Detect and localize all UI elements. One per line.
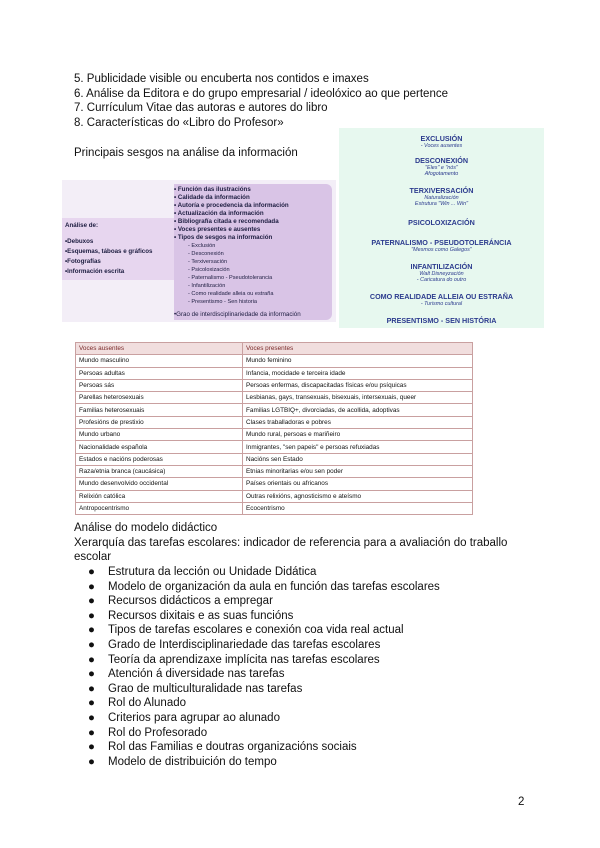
present-voice-cell: Clases traballadoras e pobres: [243, 416, 473, 428]
absent-voice-cell: Parellas heterosexuais: [76, 392, 243, 404]
present-voice-cell: Mundo feminino: [243, 355, 473, 367]
xerarquia-line-2: escolar: [74, 551, 112, 563]
list-item-text: Modelo de organización da aula en función das tarefas escolares: [108, 580, 440, 593]
absent-voice-cell: Raza/etnia branca (caucásica): [76, 465, 243, 477]
list-item-text: Rol do Alunado: [108, 697, 187, 710]
diagram-right-item: - Infantilización: [188, 283, 226, 289]
top-line-8: 8. Características do «Libro do Profesor»: [74, 117, 284, 129]
list-item: [88, 623, 404, 637]
present-voice-cell: Nacións sen Estado: [243, 453, 473, 465]
bias-heading: PSICOLOXIZACIÓN: [408, 218, 475, 227]
bullet-dot: ●: [88, 712, 95, 724]
list-item-text: Tipos de tarefas escolares e conexión coa vida real actual: [108, 624, 404, 637]
absent-voice-cell: Profesións de prestixio: [76, 416, 243, 428]
bias-subtext: - Voces ausentes: [420, 143, 463, 149]
present-voice-cell: Familias LGTBIQ+, divorciadas, de acollida, adoptivas: [243, 404, 473, 416]
present-voice-cell: Voces presentes: [243, 343, 473, 355]
bias-heading: DESCONEXIÓN: [414, 156, 469, 165]
diagram-right-item: - Como realidade alleia ou estraña: [188, 291, 274, 297]
list-item: [88, 726, 207, 740]
table-row: [76, 453, 473, 465]
list-item-text: Grao de multiculturalidade nas tarefas: [108, 682, 303, 695]
sesgos-heading: Principais sesgos na análise da información: [74, 147, 298, 159]
diagram-left-item: •Información escrita: [65, 268, 125, 275]
list-item: [88, 638, 380, 652]
list-item-text: Recursos didácticos a empregar: [108, 595, 273, 608]
voices-table: [75, 342, 473, 515]
present-voice-cell: Mundo rural, persoas e mariñeiro: [243, 429, 473, 441]
diagram-right-item: - Desconexión: [188, 251, 224, 257]
bias-heading: COMO REALIDADE ALLEIA OU ESTRAÑA: [369, 292, 514, 301]
top-line-5: 5. Publicidade visible ou encuberta nos contidos e imaxes: [74, 73, 369, 85]
table-row: [76, 404, 473, 416]
list-item: [88, 755, 277, 769]
bullet-dot: ●: [88, 580, 95, 593]
absent-voice-cell: Estados e nacións poderosas: [76, 453, 243, 465]
list-item-text: Atención á diversidade nas tarefas: [108, 668, 285, 681]
list-item: [88, 565, 316, 579]
bias-heading: TERXIVERSACIÓN: [409, 186, 474, 195]
table-row: [76, 441, 473, 453]
bias-subtext: Walt Disneyzación: [419, 271, 464, 277]
table-row: [76, 367, 473, 379]
list-item-text: Rol das Familias e doutras organizacións sociais: [108, 741, 357, 754]
list-item: [88, 609, 293, 623]
bias-subtext: Naturalización: [424, 195, 459, 201]
list-item: [88, 667, 284, 681]
absent-voice-cell: Familias heterosexuais: [76, 404, 243, 416]
diagram-right-item: • Actualización da información: [174, 210, 264, 217]
absent-voice-cell: Relixión católica: [76, 490, 243, 502]
analysis-diagram: [62, 180, 336, 322]
bias-subtext: "Eles" e "nós": [425, 165, 458, 171]
table-row: [76, 379, 473, 391]
list-item-text: Modelo de distribuición do tempo: [108, 755, 277, 768]
present-voice-cell: Inmigrantes, "sen papeis" e persoas refuxiadas: [243, 441, 473, 453]
bullet-dot: ●: [88, 624, 95, 637]
bias-heading: EXCLUSIÓN: [420, 134, 463, 143]
present-voice-cell: Persoas enfermas, discapacitadas físicas e/ou psíquicas: [243, 379, 473, 391]
bullet-dot: ●: [88, 566, 95, 578]
bullet-dot: ●: [88, 609, 95, 622]
present-voice-cell: Infancia, mocidade e terceira idade: [243, 367, 473, 379]
bias-subtext: "Mesmos como Galegos": [411, 247, 472, 253]
bullet-dot: ●: [88, 653, 95, 666]
diagram-right-item: - Terxiversación: [188, 259, 228, 265]
table-row: [76, 465, 473, 477]
diagram-right-item: • Bibliografía citada e recomendada: [174, 218, 279, 225]
list-item-text: Grado de Interdisciplinariedade das tarefas escolares: [108, 639, 381, 651]
bias-heading: PRESENTISMO - SEN HISTÓRIA: [386, 316, 497, 325]
bias-subtext: Estrutura "Win ... Win": [414, 201, 469, 207]
diagram-left-item: •Fotografías: [65, 258, 101, 265]
list-item-text: Teoría da aprendizaxe implícita nas tarefas escolares: [108, 653, 380, 666]
list-item: [88, 696, 186, 710]
diagram-right-item: • Calidade da información: [174, 194, 250, 201]
bias-heading: PATERNALISMO - PSEUDOTOLERÁNCIA: [371, 238, 512, 247]
list-item: [88, 740, 357, 754]
top-line-6: 6. Análise da Editora e do grupo empresarial / ideolóxico ao que pertence: [74, 88, 448, 100]
diagram-right-item: - Exclusión: [188, 243, 216, 249]
list-item: [88, 594, 273, 608]
diagram-right-item: • Voces presentes e ausentes: [174, 226, 261, 233]
diagram-right-item: • Tipos de sesgos na información: [174, 234, 273, 241]
diagram-right-item: - Paternalismo - Pseudotolerancia: [188, 275, 273, 281]
diagram-right-item: - Psicoloxización: [188, 267, 230, 273]
diagram-left-item: •Debuxos: [65, 238, 94, 245]
table-row: [76, 416, 473, 428]
diagram-right-item: • Función das ilustracións: [174, 186, 251, 193]
list-item: [88, 580, 440, 594]
diagram-footer: •Grao de interdisciplinariedade da información: [174, 311, 301, 318]
absent-voice-cell: Mundo masculino: [76, 355, 243, 367]
diagram-left-title: Análise de:: [65, 222, 99, 229]
bullet-dot: ●: [88, 697, 95, 710]
present-voice-cell: Ecocentrismo: [243, 502, 473, 514]
absent-voice-cell: Antropocentrismo: [76, 502, 243, 514]
bias-types-box: [339, 128, 544, 328]
bias-subtext: Afogotamento: [424, 171, 459, 177]
table-header-row: [76, 343, 473, 355]
list-item-text: Estrutura da lección ou Unidade Didática: [108, 566, 317, 578]
bullet-dot: ●: [88, 741, 95, 754]
xerarquia-line-1: Xerarquía das tarefas escolares: indicador de referencia para a avaliación do traballo: [74, 537, 508, 549]
top-line-7: 7. Currículum Vitae das autoras e autores do libro: [74, 102, 328, 114]
table-row: [76, 502, 473, 514]
bias-subtext: - Caricatura do outro: [416, 277, 467, 283]
present-voice-cell: Lesbianas, gays, transexuais, bisexuais, intersexuais, queer: [243, 392, 473, 404]
table-row: [76, 429, 473, 441]
diagram-right-item: • Autoría e procedencia da información: [174, 202, 289, 209]
page-number: 2: [518, 796, 525, 808]
absent-voice-cell: Persoas adultas: [76, 367, 243, 379]
present-voice-cell: Outras relixións, agnosticismo e ateísmo: [243, 490, 473, 502]
list-item: [88, 711, 280, 725]
absent-voice-cell: Persoas sás: [76, 379, 243, 391]
table-row: [76, 355, 473, 367]
list-item-text: Criterios para agrupar ao alunado: [108, 712, 280, 724]
table-row: [76, 392, 473, 404]
model-heading: Análise do modelo didáctico: [74, 522, 218, 534]
bias-subtext: - Turismo cultural: [420, 301, 463, 307]
table-row: [76, 478, 473, 490]
present-voice-cell: Etnias minoritarias e/ou sen poder: [243, 465, 473, 477]
list-item: [88, 682, 302, 696]
bullet-dot: ●: [88, 595, 95, 608]
bias-heading: INFANTILIZACIÓN: [410, 262, 473, 271]
bullet-dot: ●: [88, 682, 95, 695]
list-item-text: Recursos dixitais e as suas funcións: [108, 609, 294, 622]
diagram-right-item: - Presentismo - Sen historia: [188, 299, 258, 305]
absent-voice-cell: Mundo urbano: [76, 429, 243, 441]
absent-voice-cell: Voces ausentes: [76, 343, 243, 355]
absent-voice-cell: Nacionalidade española: [76, 441, 243, 453]
bullet-dot: ●: [88, 668, 95, 681]
present-voice-cell: Países orientais ou africanos: [243, 478, 473, 490]
bullet-dot: ●: [88, 755, 95, 768]
bullet-dot: ●: [88, 726, 95, 739]
diagram-left-item: •Esquemas, táboas e gráficos: [65, 248, 153, 255]
list-item: [88, 653, 380, 667]
absent-voice-cell: Mundo desenvolvido occidental: [76, 478, 243, 490]
table-row: [76, 490, 473, 502]
list-item-text: Rol do Profesorado: [108, 726, 208, 739]
bullet-dot: ●: [88, 639, 95, 651]
